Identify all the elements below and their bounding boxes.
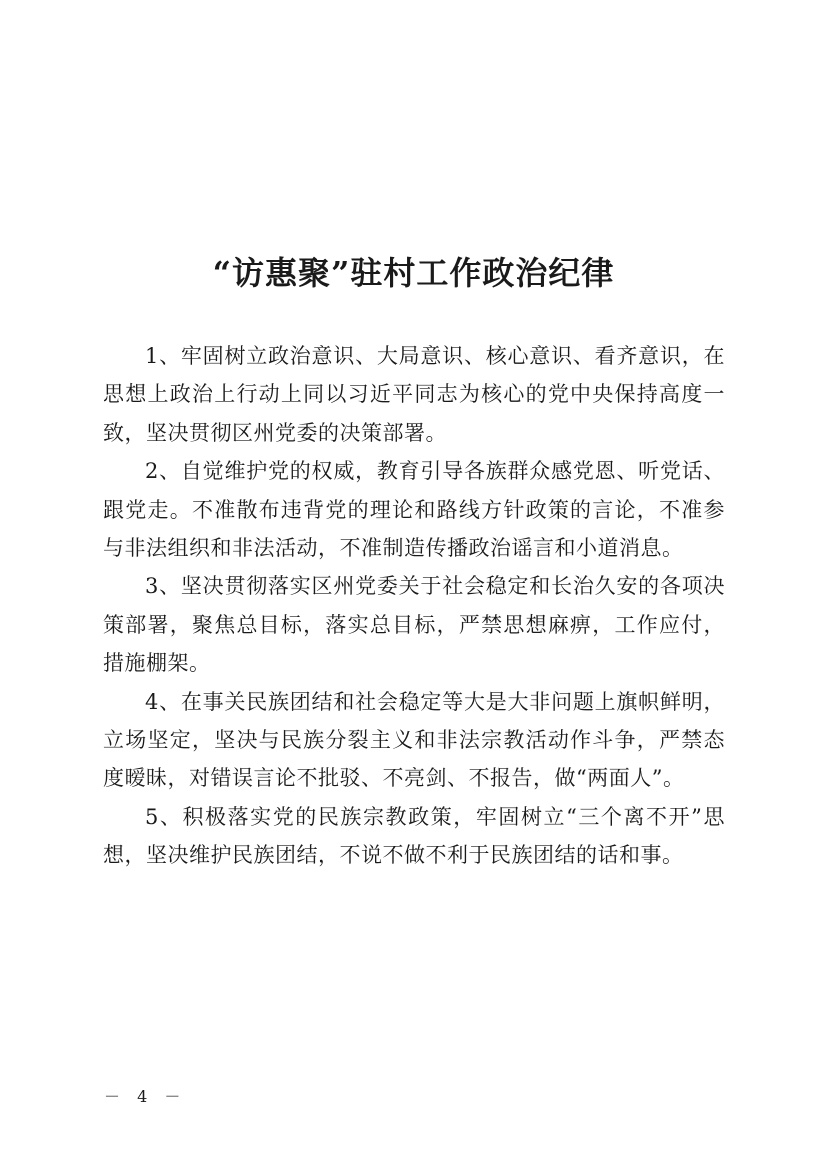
paragraph-1: 1、牢固树立政治意识、大局意识、核心意识、看齐意识，在思想上政治上行动上同以习近平同志为核心的党中央保持高度一致，坚决贯彻区州党委的决策部署。 (103, 344, 725, 445)
paragraph-2: 2、自觉维护党的权威，教育引导各族群众感党恩、听党话、跟党走。不准散布违背党的理论和路线方针政策的言论，不准参与非法组织和非法活动，不准制造传播政治谣言和小道消息。 (103, 459, 725, 561)
paragraph-4: 4、在事关民族团结和社会稳定等大是大非问题上旗帜鲜明，立场坚定，坚决与民族分裂主义和非法宗教活动作斗争，严禁态度暧昧，对错误言论不批驳、不亮剑、不报告，做“两面人”。 (103, 689, 725, 791)
paragraph-3: 3、坚决贯彻落实区州党委关于社会稳定和长治久安的各项决策部署，聚焦总目标，落实总目标，严禁思想麻痹，工作应付，措施棚架。 (103, 574, 725, 676)
page-number: － 4 － (104, 1087, 187, 1106)
paragraph-5: 5、积极落实党的民族宗教政策，牢固树立“三个离不开”思想，坚决维护民族团结，不说不做不利于民族团结的话和事。 (103, 804, 725, 868)
document-title: “访惠聚”驻村工作政治纪律 (212, 254, 615, 292)
document-body (103, 337, 725, 875)
